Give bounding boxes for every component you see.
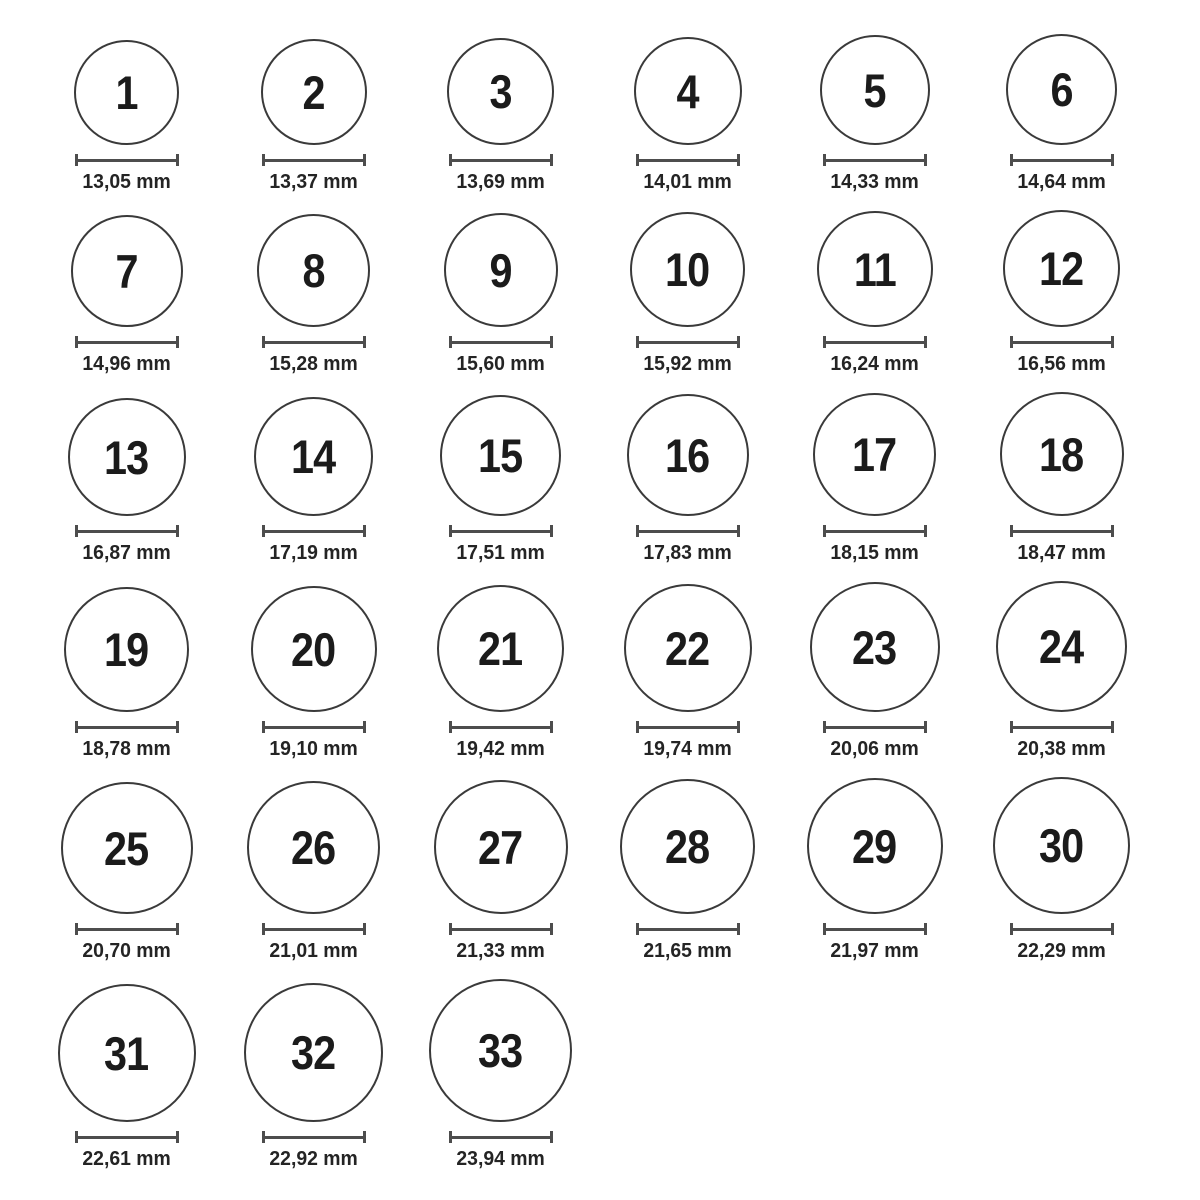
measure-tick-right-icon (924, 154, 927, 166)
ring-size-cell (781, 778, 968, 963)
measure-bar (262, 341, 366, 344)
ring-size-number: 12 (1039, 242, 1084, 295)
chart-row (33, 777, 1200, 963)
measure-tick-right-icon (176, 154, 179, 166)
diameter-measure-line (823, 721, 927, 733)
diameter-measure-line (823, 525, 927, 537)
diameter-measure-line (75, 525, 179, 537)
chart-row (33, 581, 1200, 761)
ring-circle (244, 983, 383, 1122)
diameter-measure-line (449, 154, 553, 166)
diameter-measure-line (1010, 525, 1114, 537)
diameter-label: 18,15 mm (830, 542, 919, 564)
measure-tick-right-icon (176, 525, 179, 537)
diameter-label: 17,51 mm (456, 542, 545, 564)
measure-tick-right-icon (1111, 923, 1114, 935)
ring-circle (251, 586, 377, 712)
diameter-measure-line (449, 721, 553, 733)
ring-size-cell (594, 37, 781, 194)
measure-bar (262, 726, 366, 729)
ring-size-number: 1 (115, 66, 138, 119)
diameter-label: 13,37 mm (269, 171, 358, 193)
ring-size-cell (33, 587, 220, 761)
ring-size-cell (33, 40, 220, 194)
diameter-label: 19,74 mm (643, 738, 732, 760)
ring-size-cell (781, 35, 968, 194)
ring-circle (1000, 392, 1124, 516)
measure-bar (636, 928, 740, 931)
ring-size-cell (781, 582, 968, 761)
measure-tick-right-icon (176, 923, 179, 935)
ring-circle (74, 40, 179, 145)
measure-bar (1010, 159, 1114, 162)
diameter-measure-line (823, 154, 927, 166)
ring-size-number: 18 (1039, 427, 1084, 481)
measure-tick-right-icon (176, 336, 179, 348)
diameter-measure-line (823, 336, 927, 348)
ring-size-cell (781, 393, 968, 565)
ring-size-cell (968, 210, 1155, 376)
ring-circle (429, 979, 572, 1122)
diameter-label: 16,24 mm (830, 353, 919, 375)
ring-circle (254, 397, 373, 516)
ring-size-number: 27 (478, 820, 523, 874)
measure-tick-right-icon (1111, 336, 1114, 348)
measure-bar (449, 159, 553, 162)
ring-size-number: 14 (291, 430, 336, 483)
chart-row (33, 34, 1200, 194)
measure-tick-right-icon (550, 1131, 553, 1143)
measure-tick-right-icon (363, 1131, 366, 1143)
ring-size-cell (407, 213, 594, 376)
ring-circle (627, 394, 749, 516)
measure-bar (823, 928, 927, 931)
ring-size-cell (220, 781, 407, 963)
measure-tick-right-icon (363, 721, 366, 733)
diameter-label: 22,61 mm (82, 1148, 171, 1170)
measure-bar (449, 726, 553, 729)
ring-size-cell (968, 777, 1155, 963)
diameter-measure-line (636, 336, 740, 348)
ring-size-cell (781, 211, 968, 376)
diameter-label: 21,65 mm (643, 940, 732, 962)
ring-circle (620, 779, 755, 914)
measure-tick-right-icon (363, 525, 366, 537)
ring-size-number: 6 (1050, 63, 1073, 116)
diameter-label: 19,10 mm (269, 738, 358, 760)
measure-tick-right-icon (176, 721, 179, 733)
ring-circle (810, 582, 940, 712)
diameter-label: 21,01 mm (269, 940, 358, 962)
ring-size-number: 32 (291, 1026, 336, 1079)
measure-bar (262, 159, 366, 162)
ring-circle (993, 777, 1130, 914)
diameter-measure-line (449, 336, 553, 348)
ring-circle (247, 781, 380, 914)
diameter-label: 20,06 mm (830, 738, 919, 760)
diameter-label: 21,33 mm (456, 940, 545, 962)
diameter-measure-line (449, 525, 553, 537)
ring-size-number: 19 (104, 623, 149, 676)
measure-tick-right-icon (737, 154, 740, 166)
measure-bar (449, 530, 553, 533)
ring-size-cell (594, 394, 781, 565)
ring-size-cell (220, 39, 407, 194)
measure-bar (636, 726, 740, 729)
diameter-measure-line (262, 525, 366, 537)
ring-size-number: 2 (302, 65, 325, 119)
ring-size-cell (33, 398, 220, 565)
ring-size-number: 23 (852, 620, 897, 674)
ring-circle (630, 212, 745, 327)
diameter-label: 20,70 mm (82, 940, 171, 962)
ring-size-cell (968, 392, 1155, 565)
ring-size-cell (33, 984, 220, 1171)
diameter-measure-line (262, 336, 366, 348)
diameter-measure-line (1010, 721, 1114, 733)
measure-tick-right-icon (550, 336, 553, 348)
diameter-measure-line (75, 1131, 179, 1143)
diameter-measure-line (262, 923, 366, 935)
ring-circle (813, 393, 936, 516)
measure-bar (823, 159, 927, 162)
diameter-measure-line (75, 154, 179, 166)
ring-circle (261, 39, 367, 145)
measure-tick-right-icon (1111, 525, 1114, 537)
ring-size-cell (33, 782, 220, 963)
ring-circle (434, 780, 568, 914)
diameter-label: 17,83 mm (643, 542, 732, 564)
ring-size-cell (220, 983, 407, 1171)
ring-circle (61, 782, 193, 914)
diameter-measure-line (636, 154, 740, 166)
ring-circle (68, 398, 186, 516)
ring-size-cell (33, 215, 220, 376)
measure-bar (1010, 530, 1114, 533)
ring-size-number: 30 (1039, 819, 1084, 872)
measure-tick-right-icon (924, 923, 927, 935)
diameter-label: 13,69 mm (456, 171, 545, 193)
measure-bar (449, 341, 553, 344)
measure-bar (262, 1136, 366, 1139)
diameter-measure-line (262, 1131, 366, 1143)
measure-bar (1010, 726, 1114, 729)
ring-circle (444, 213, 558, 327)
measure-tick-right-icon (737, 525, 740, 537)
measure-bar (1010, 928, 1114, 931)
ring-size-number: 20 (291, 622, 336, 676)
measure-bar (636, 159, 740, 162)
measure-bar (75, 726, 179, 729)
ring-size-cell (407, 780, 594, 963)
diameter-measure-line (449, 923, 553, 935)
ring-size-number: 10 (665, 243, 710, 296)
diameter-measure-line (636, 923, 740, 935)
ring-size-number: 7 (115, 244, 138, 298)
diameter-measure-line (823, 923, 927, 935)
diameter-label: 19,42 mm (456, 738, 545, 760)
measure-tick-right-icon (924, 336, 927, 348)
diameter-label: 16,56 mm (1017, 353, 1106, 375)
measure-tick-right-icon (363, 923, 366, 935)
ring-circle (1006, 34, 1117, 145)
diameter-measure-line (1010, 336, 1114, 348)
diameter-label: 22,92 mm (269, 1148, 358, 1170)
ring-size-cell (594, 779, 781, 963)
diameter-label: 21,97 mm (830, 940, 919, 962)
ring-size-number: 28 (665, 820, 710, 873)
ring-size-number: 4 (676, 64, 699, 118)
diameter-measure-line (636, 525, 740, 537)
ring-size-cell (220, 397, 407, 565)
measure-bar (262, 530, 366, 533)
measure-bar (449, 1136, 553, 1139)
ring-size-number: 8 (302, 244, 325, 297)
ring-size-cell (220, 214, 407, 376)
diameter-measure-line (449, 1131, 553, 1143)
ring-size-number: 31 (104, 1026, 149, 1080)
ring-size-number: 21 (478, 622, 523, 675)
ring-circle (1003, 210, 1120, 327)
diameter-measure-line (75, 721, 179, 733)
ring-size-cell (968, 581, 1155, 761)
ring-size-number: 17 (852, 428, 897, 481)
diameter-label: 14,33 mm (830, 171, 919, 193)
ring-circle (624, 584, 752, 712)
diameter-label: 22,29 mm (1017, 940, 1106, 962)
ring-circle (996, 581, 1127, 712)
measure-tick-right-icon (737, 721, 740, 733)
diameter-label: 17,19 mm (269, 542, 358, 564)
ring-circle (634, 37, 742, 145)
ring-size-number: 3 (489, 65, 512, 118)
ring-circle (447, 38, 554, 145)
ring-size-cell (594, 212, 781, 376)
chart-row (33, 210, 1200, 376)
ring-circle (437, 585, 564, 712)
diameter-measure-line (75, 336, 179, 348)
diameter-measure-line (75, 923, 179, 935)
ring-size-cell (594, 584, 781, 761)
measure-bar (636, 530, 740, 533)
measure-tick-right-icon (737, 336, 740, 348)
ring-circle (820, 35, 930, 145)
chart-row (33, 392, 1200, 565)
ring-size-cell (407, 38, 594, 194)
measure-bar (75, 1136, 179, 1139)
diameter-measure-line (262, 154, 366, 166)
ring-size-number: 29 (852, 819, 897, 873)
measure-tick-right-icon (1111, 154, 1114, 166)
diameter-label: 18,78 mm (82, 738, 171, 760)
measure-tick-right-icon (924, 721, 927, 733)
diameter-label: 14,96 mm (82, 353, 171, 375)
ring-circle (64, 587, 189, 712)
measure-tick-right-icon (363, 154, 366, 166)
diameter-label: 15,28 mm (269, 353, 358, 375)
diameter-label: 13,05 mm (82, 171, 171, 193)
measure-bar (75, 928, 179, 931)
measure-bar (449, 928, 553, 931)
diameter-measure-line (262, 721, 366, 733)
ring-size-cell (407, 585, 594, 761)
ring-size-cell (407, 395, 594, 565)
ring-size-number: 22 (665, 621, 710, 675)
measure-bar (75, 341, 179, 344)
ring-size-number: 9 (489, 243, 512, 297)
diameter-label: 23,94 mm (456, 1148, 545, 1170)
ring-size-cell (968, 34, 1155, 194)
measure-tick-right-icon (550, 525, 553, 537)
diameter-measure-line (1010, 923, 1114, 935)
diameter-measure-line (1010, 154, 1114, 166)
ring-size-cell (407, 979, 594, 1171)
measure-bar (75, 530, 179, 533)
measure-tick-right-icon (924, 525, 927, 537)
diameter-label: 14,64 mm (1017, 171, 1106, 193)
ring-circle (257, 214, 370, 327)
diameter-label: 16,87 mm (82, 542, 171, 564)
diameter-label: 18,47 mm (1017, 542, 1106, 564)
ring-circle (71, 215, 183, 327)
diameter-label: 20,38 mm (1017, 738, 1106, 760)
ring-size-number: 11 (853, 242, 896, 296)
measure-bar (823, 530, 927, 533)
ring-size-number: 26 (291, 821, 336, 874)
measure-bar (262, 928, 366, 931)
measure-tick-right-icon (550, 923, 553, 935)
ring-circle (807, 778, 943, 914)
measure-tick-right-icon (550, 154, 553, 166)
measure-bar (636, 341, 740, 344)
ring-size-number: 5 (863, 63, 886, 117)
measure-bar (823, 341, 927, 344)
measure-tick-right-icon (176, 1131, 179, 1143)
ring-circle (817, 211, 933, 327)
ring-circle (440, 395, 561, 516)
ring-circle (58, 984, 196, 1122)
ring-size-number: 25 (104, 821, 149, 875)
diameter-label: 15,92 mm (643, 353, 732, 375)
diameter-label: 14,01 mm (643, 171, 732, 193)
diameter-measure-line (636, 721, 740, 733)
ring-size-number: 33 (478, 1024, 523, 1077)
measure-bar (1010, 341, 1114, 344)
measure-tick-right-icon (737, 923, 740, 935)
ring-size-cell (220, 586, 407, 761)
ring-size-number: 16 (665, 428, 710, 482)
diameter-label: 15,60 mm (456, 353, 545, 375)
ring-size-number: 13 (104, 430, 149, 484)
measure-bar (75, 159, 179, 162)
measure-tick-right-icon (550, 721, 553, 733)
ring-size-number: 15 (478, 429, 523, 482)
chart-row (33, 979, 1200, 1171)
measure-tick-right-icon (1111, 721, 1114, 733)
measure-tick-right-icon (363, 336, 366, 348)
ring-size-number: 24 (1039, 620, 1084, 673)
measure-bar (823, 726, 927, 729)
